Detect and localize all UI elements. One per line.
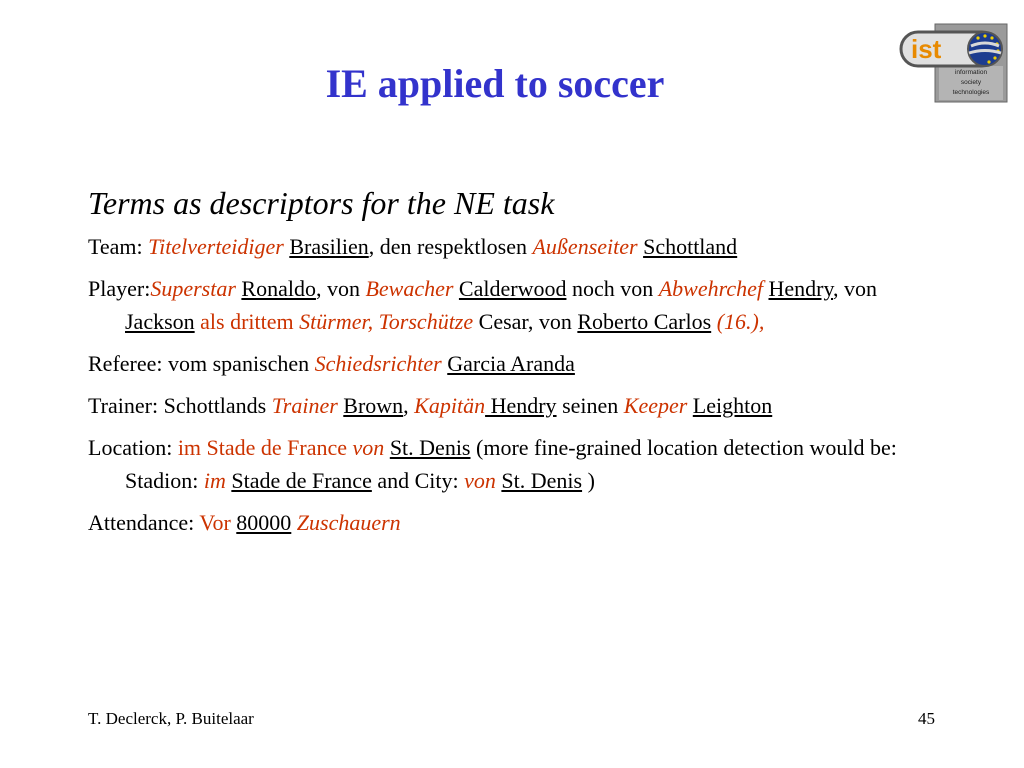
text-segment: Cesar, von xyxy=(473,309,578,334)
term-item xyxy=(88,230,948,263)
entity-term: Roberto Carlos xyxy=(577,309,712,334)
entity-term: Schottland xyxy=(643,234,738,259)
entity-term: Brasilien xyxy=(289,234,369,259)
entity-term: Calderwood xyxy=(458,276,567,301)
text-segment: noch von xyxy=(566,276,659,301)
descriptor-term: Zuschauern xyxy=(296,510,401,535)
descriptor-term: Abwehrchef xyxy=(658,276,763,301)
descriptor-term: Stürmer, Torschütze xyxy=(299,309,474,334)
term-label: Team: xyxy=(88,234,143,259)
descriptor-term: Superstar xyxy=(150,276,236,301)
entity-term: 80000 xyxy=(236,510,292,535)
term-item xyxy=(88,347,948,380)
descriptor-term: Titelverteidiger xyxy=(148,234,284,259)
descriptor-term: im xyxy=(203,468,226,493)
text-segment: , von xyxy=(315,276,366,301)
descriptor-term: Außenseiter xyxy=(532,234,638,259)
term-item xyxy=(88,431,948,497)
text-segment: vom spanischen xyxy=(162,351,315,376)
entity-term: St. Denis xyxy=(501,468,583,493)
descriptor-term: als drittem xyxy=(200,309,294,334)
text-segment: (more fine-grained location detection would be: Stadion: xyxy=(125,435,897,493)
term-item xyxy=(88,506,948,539)
logo-text: ist xyxy=(911,34,942,64)
term-label: Referee: xyxy=(88,351,163,376)
term-item xyxy=(88,272,948,338)
entity-term: Leighton xyxy=(692,393,773,418)
text-segment: , xyxy=(403,393,415,418)
descriptor-term: Bewacher xyxy=(365,276,454,301)
term-label: Player: xyxy=(88,276,151,301)
descriptor-term: Kapitän xyxy=(414,393,486,418)
text-segment: seinen xyxy=(556,393,624,418)
entity-term: Stade de France xyxy=(231,468,372,493)
descriptor-term: (16.), xyxy=(716,309,765,334)
slide-title: IE applied to soccer xyxy=(325,61,665,106)
descriptor-term: Vor xyxy=(199,510,231,535)
term-label: Attendance: xyxy=(88,510,195,535)
descriptor-term: von xyxy=(352,435,385,460)
descriptor-term: Schiedsrichter xyxy=(314,351,442,376)
descriptor-term: Keeper xyxy=(623,393,688,418)
term-label: Trainer: xyxy=(88,393,159,418)
page-number: 45 xyxy=(918,709,935,728)
text-segment: , von xyxy=(833,276,878,301)
term-item xyxy=(88,389,948,422)
text-segment: and City: xyxy=(371,468,465,493)
ist-logo xyxy=(899,22,1009,104)
term-list xyxy=(88,230,948,539)
entity-term: St. Denis xyxy=(389,435,471,460)
text-segment: ) xyxy=(582,468,595,493)
descriptor-term: im Stade de France xyxy=(177,435,348,460)
descriptor-term: von xyxy=(464,468,496,493)
logo-sub-1: information xyxy=(954,69,988,76)
entity-term: Hendry xyxy=(768,276,834,301)
logo-sub-3: technologies xyxy=(952,89,990,96)
descriptor-term: Trainer xyxy=(271,393,338,418)
entity-term: Hendry xyxy=(485,393,557,418)
entity-term: Ronaldo xyxy=(241,276,316,301)
entity-term: Jackson xyxy=(125,309,195,334)
entity-term: Garcia Aranda xyxy=(447,351,575,376)
footer-authors: T. Declerck, P. Buitelaar xyxy=(88,709,254,728)
text-segment: Schottlands xyxy=(158,393,272,418)
text-segment: , den respektlosen xyxy=(368,234,533,259)
term-label: Location: xyxy=(88,435,173,460)
logo-sub-2: society xyxy=(960,79,982,86)
entity-term: Brown xyxy=(343,393,404,418)
slide-heading: Terms as descriptors for the NE task xyxy=(88,185,555,221)
slide-body xyxy=(88,180,948,548)
